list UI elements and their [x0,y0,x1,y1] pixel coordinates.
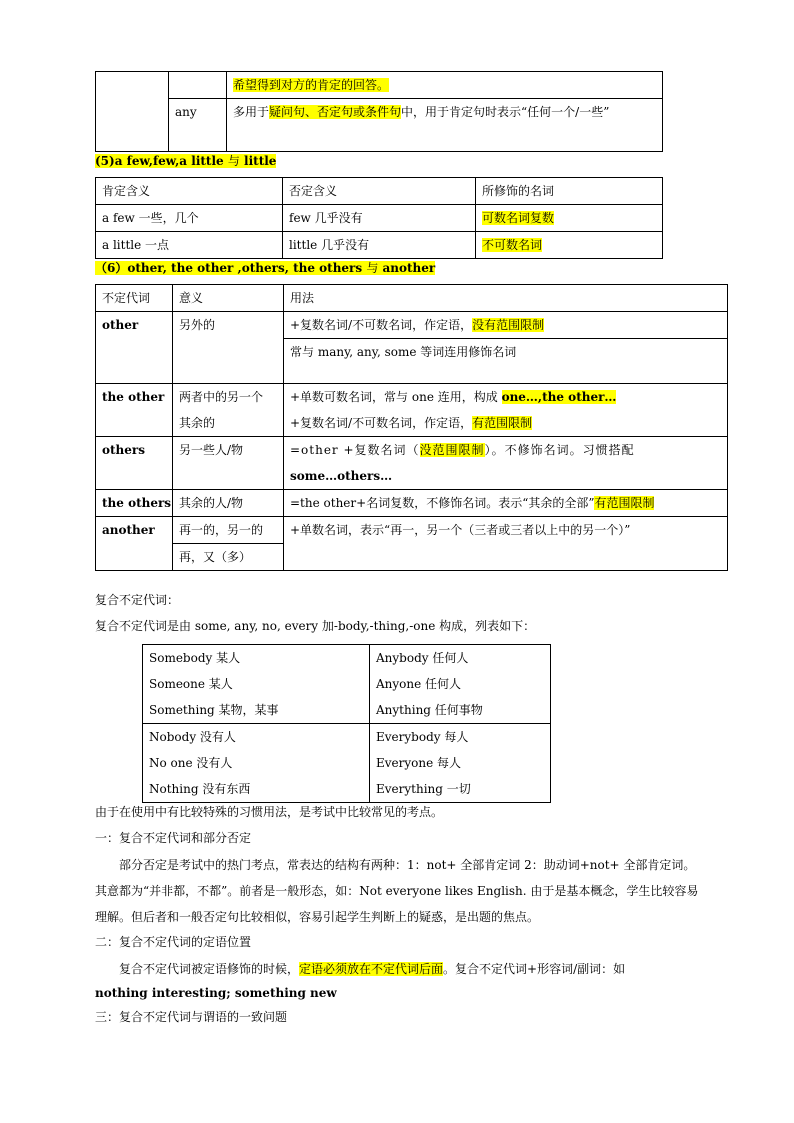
meaning-cell: 另外的 [173,312,284,384]
table-cell: Everybody 每人 Everyone 每人 Everything 一切 [370,724,551,803]
table-cell [96,72,169,152]
table-cell: Somebody 某人 Someone 某人 Something 某物，某事 [143,645,370,724]
table-cell [169,72,227,99]
word-cell: other [96,312,173,384]
table-other [95,284,728,571]
usage-cell: +复数名词/不可数名词，作定语，没有范围限制 [284,312,728,339]
header-cell: 不定代词 [96,285,173,312]
table-cell: Nobody 没有人 No one 没有人 Nothing 没有东西 [143,724,370,803]
header-cell: 所修饰的名词 [476,178,663,205]
table-few-little [95,177,663,259]
word-cell: the other [96,384,173,437]
usage-cell: +单数名词，表示“再一，另一个（三者或三者以上中的另一个）” [284,517,728,571]
meaning-cell: 其余的人/物 [173,490,284,517]
usage-cell: =other +复数名词（没范围限制）。不修饰名词。习惯搭配 some…others… [284,437,728,490]
table-row [96,285,728,312]
table-row [96,437,728,490]
table-cell: 多用于疑问句、否定句或条件句中，用于肯定句时表示“任何一个/一些” [227,99,663,152]
word-cell: the others [96,490,173,517]
table-row [96,99,663,152]
table-cell: 不可数名词 [476,232,663,259]
table-row [96,517,728,571]
header-cell: 否定含义 [283,178,476,205]
table-cell: little 几乎没有 [283,232,476,259]
section2-title: 二：复合不定代词的定语位置 [95,935,252,949]
section2-example: nothing interesting; something new [95,986,337,1000]
usage-cell: =the other+名词复数，不修饰名词。表示“其余的全部”有范围限制 [284,490,728,517]
table-row [96,178,663,205]
table-row [96,384,728,437]
header-cell: 意义 [173,285,284,312]
table-cell: Anybody 任何人 Anyone 任何人 Anything 任何事物 [370,645,551,724]
meaning-cell: 另一些人/物 [173,437,284,490]
usage-cell: +单数可数名词，常与 one 连用，构成 one…,the other… +复数名词/不可数名词，作定语，有范围限制 [284,384,728,437]
compound-intro: 复合不定代词是由 some, any, no, every 加-body,-thing,-one 构成，列表如下： [95,619,536,633]
heading-6: （6）other, the other ,others, the others 与 another [95,261,436,275]
table-row [96,72,663,99]
table-row [96,205,663,232]
section1-paragraph: 部分否定是考试中的热门考点，常表达的结构有两种：1：not+ 全部肯定词 2：助动词+not+ 全部肯定词。其意都为“并非都，不都”。前者是一般形态，如：Not everyone likes English. 由于是基本概念，学生比较容易理解。但后者和一般否定句比较相似，容易引起学生判断上的疑惑，是出题的焦点。 [95,858,699,924]
header-cell: 用法 [284,285,728,312]
table-row [143,645,551,724]
word-cell: another [96,517,173,571]
row1-text: 希望得到对方的肯定的回答。 [233,78,390,92]
section1-title: 一：复合不定代词和部分否定 [95,831,252,845]
table-some-any [95,71,663,152]
table-cell: few 几乎没有 [283,205,476,232]
word-any: any [169,99,227,152]
section3-title: 三：复合不定代词与谓语的一致问题 [95,1010,288,1024]
table-cell: 可数名词复数 [476,205,663,232]
compound-table [142,644,551,803]
table-cell: a few 一些，几个 [96,205,283,232]
header-cell: 肯定含义 [96,178,283,205]
table-row [96,232,663,259]
table-row [143,724,551,803]
table-row [96,312,728,339]
word-cell: others [96,437,173,490]
body-line1: 由于在使用中有比较特殊的习惯用法，是考试中比较常见的考点。 [95,805,444,819]
usage-cell: 常与 many, any, some 等词连用修饰名词 [284,339,728,384]
heading-5: (5)a few,few,a little 与 little [95,154,277,168]
table-cell [227,72,663,99]
table-cell: a little 一点 [96,232,283,259]
section2-paragraph: 复合不定代词被定语修饰的时候，定语必须放在不定代词后面。复合不定代词+形容词/副词：如 [119,962,626,976]
meaning-cell: 两者中的另一个 其余的 [173,384,284,437]
compound-title: 复合不定代词： [95,593,180,607]
meaning-cell: 再一的，另一的 再，又（多） [173,517,284,571]
table-row [96,490,728,517]
